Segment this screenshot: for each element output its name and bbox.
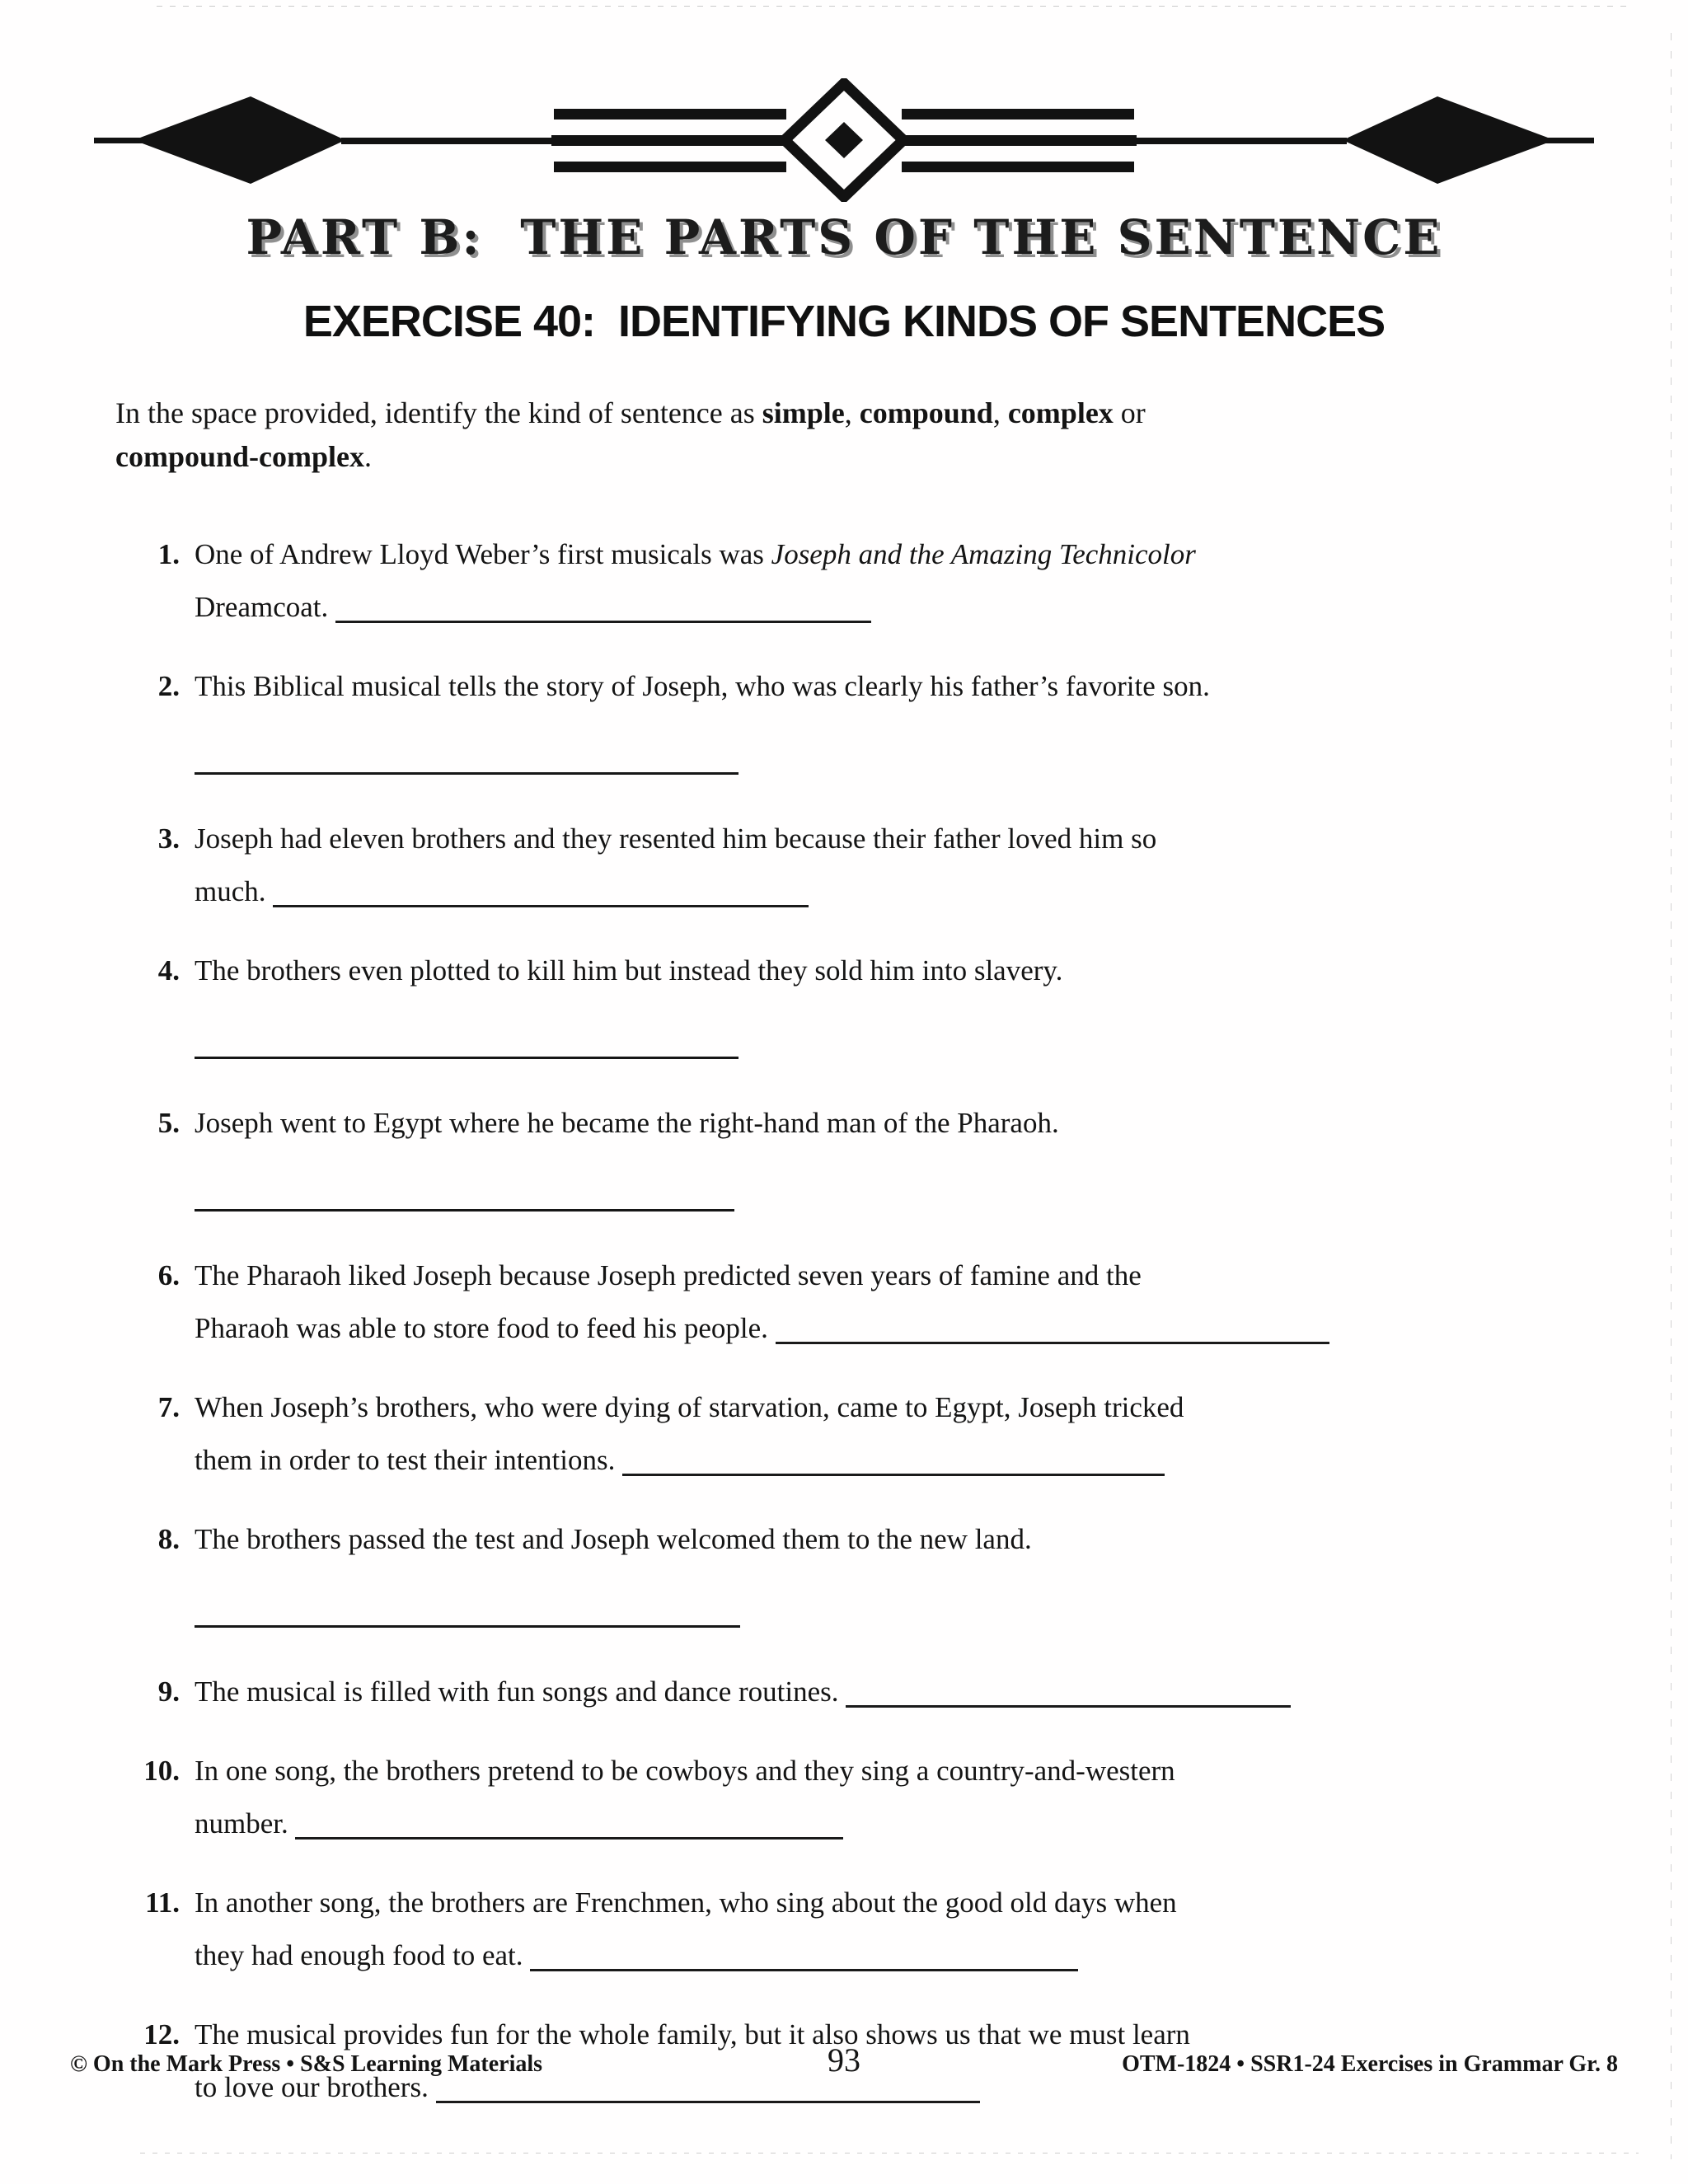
divider-center-inner-diamond-icon [825,122,863,158]
divider-ornament-icon [94,78,1594,202]
text-segment: to love our brothers. [195,2071,436,2103]
answer-blank [195,1024,738,1059]
divider-right-tail [1524,138,1594,143]
text-segment: When Joseph’s brothers, who were dying of starvation, came to Egypt, Joseph tricked [195,1391,1184,1423]
text-segment: simple [762,396,845,429]
answer-blank [195,739,738,775]
page-footer [70,2041,1618,2079]
text-segment: compound-complex [115,440,365,473]
text-segment: Pharaoh was able to store food to feed his people. [195,1312,776,1344]
divider-left-line [341,138,557,144]
footer-product-code: OTM-1824 • SSR1-24 Exercises in Grammar Gr. 8 [1122,2051,1618,2077]
answer-blank [273,874,809,907]
answer-blank [195,1592,740,1628]
question-text [195,1249,1581,1355]
text-segment: , [992,396,1008,429]
answer-blank [530,1938,1078,1971]
question-number: 12. [143,2018,180,2050]
question-text [195,813,1581,918]
text-segment: or [1113,396,1146,429]
text-segment: Joseph had eleven brothers and they resented him because their father loved him so [195,823,1157,855]
question-number: 9. [157,1675,180,1708]
scan-artifact-bottom [140,2153,1639,2154]
divider-left-mid-bar [551,135,789,146]
question-item [115,944,1581,997]
text-segment: Joseph went to Egypt where he became the right-hand man of the Pharaoh. [195,1107,1059,1139]
text-segment: them in order to test their intentions. [195,1444,623,1476]
question-item [115,1249,1581,1355]
text-segment: In one song, the brothers pretend to be cowboys and they sing a country-and-western [195,1755,1175,1787]
question-number: 1. [157,538,180,570]
question-text [195,944,1581,997]
question-item [115,1513,1581,1566]
question-text [195,1877,1581,1982]
question-text [195,1666,1581,1718]
text-segment: In the space provided, identify the kind of sentence as [115,396,762,429]
question-number: 10. [143,1755,180,1787]
divider-right-diamond-icon [1343,96,1554,184]
divider-left-bottom-bar [554,162,786,172]
question-text [195,1097,1581,1150]
question-number: 6. [157,1259,180,1291]
instructions [115,391,1581,479]
question-item [115,528,1581,634]
decorative-divider [94,78,1594,202]
text-segment: The musical is filled with fun songs and dance routines. [195,1675,846,1708]
text-segment: . [364,440,373,473]
divider-right-top-bar [902,109,1134,120]
text-segment: Joseph and the Amazing Technicolor [771,538,1196,570]
answer-blank [776,1310,1329,1344]
answer-blank [335,589,871,623]
text-segment: The musical provides fun for the whole family, but it also shows us that we must learn [195,2018,1190,2050]
question-list [115,528,1581,2114]
part-title: PART B: THE PARTS OF THE SENTENCE [246,209,1442,265]
divider-right-bottom-bar [902,162,1134,172]
divider-right-line [1131,138,1347,144]
text-segment: much. [195,875,274,907]
question-text [195,1745,1581,1850]
question-text [195,1381,1581,1487]
exercise-title: EXERCISE 40: IDENTIFYING KINDS OF SENTENCES [302,297,1386,346]
footer-publisher: © On the Mark Press • S&S Learning Materials [70,2051,543,2077]
answer-blank [846,1674,1291,1708]
text-segment: compound [859,396,993,429]
question-number: 4. [157,954,180,987]
question-number: 2. [157,670,180,702]
question-item [115,1666,1581,1718]
answer-blank [195,1176,734,1212]
text-segment: The Pharaoh liked Joseph because Joseph predicted seven years of famine and the [195,1259,1142,1291]
question-item [115,1097,1581,1150]
text-segment: Dreamcoat. [195,591,336,623]
text-segment: In another song, the brothers are Frenchmen, who sing about the good old days when [195,1886,1177,1919]
text-segment: The brothers passed the test and Joseph welcomed them to the new land. [195,1523,1032,1555]
question-number: 5. [157,1107,180,1139]
question-text [195,528,1581,634]
question-number: 3. [157,823,180,855]
question-number: 7. [157,1391,180,1423]
question-text [195,660,1581,713]
scan-artifact-right [1671,33,1672,2159]
scan-artifact-top [157,6,1630,7]
question-item [115,1877,1581,1982]
text-segment: The brothers even plotted to kill him but instead they sold him into slavery. [195,954,1063,987]
divider-left-top-bar [554,109,786,120]
text-segment: One of Andrew Lloyd Weber’s first musicals was [195,538,771,570]
text-segment: , [844,396,860,429]
answer-blank [295,1806,843,1840]
question-text [195,1513,1581,1566]
worksheet-body [0,391,1688,2114]
text-segment: This Biblical musical tells the story of Joseph, who was clearly his father’s favorite son. [195,670,1210,702]
divider-right-mid-bar [899,135,1137,146]
question-item [115,813,1581,918]
text-segment: number. [195,1807,296,1840]
answer-blank [622,1442,1165,1476]
text-segment: complex [1007,396,1114,429]
question-item [115,1745,1581,1850]
question-number: 8. [157,1523,180,1555]
question-item [115,1381,1581,1487]
page-number: 93 [828,2041,860,2079]
question-number: 11. [145,1886,180,1919]
question-item [115,660,1581,713]
text-segment: they had enough food to eat. [195,1939,531,1971]
divider-left-diamond-icon [134,96,345,184]
